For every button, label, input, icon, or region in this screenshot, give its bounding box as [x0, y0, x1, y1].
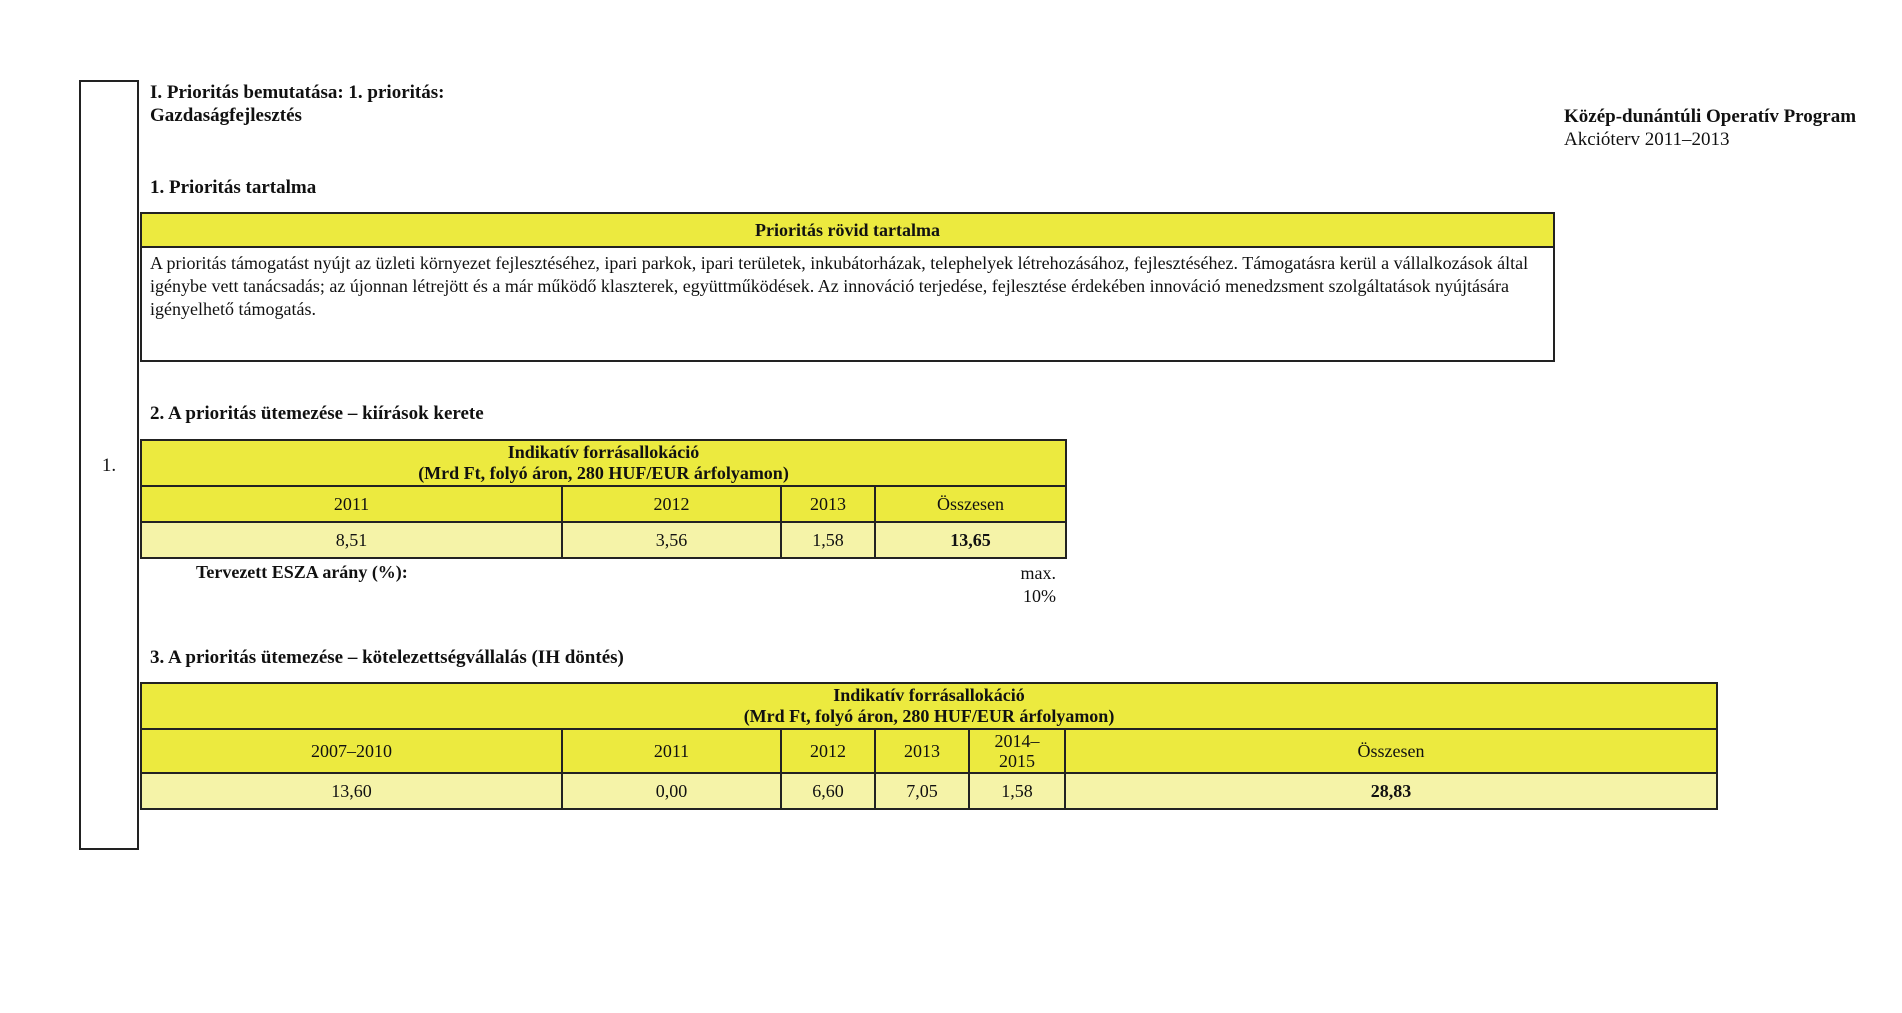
schedule1-value-cell: 3,56 [562, 522, 781, 558]
priority-heading [150, 81, 444, 127]
schedule2-total-cell: 28,83 [1065, 773, 1717, 809]
priority-title: I. Prioritás bemutatása: 1. prioritás: [150, 82, 445, 103]
esza-value-line1: max. [1020, 563, 1056, 583]
program-block [1564, 105, 1856, 151]
schedule2-col-header: 2011 [562, 729, 781, 773]
priority-content-table [140, 212, 1555, 362]
schedule-table-commitments [140, 682, 1718, 810]
schedule2-value-cell: 0,00 [562, 773, 781, 809]
schedule1-total-cell: 13,65 [875, 522, 1066, 558]
schedule1-col-header: Összesen [875, 486, 1066, 522]
section1-title: 1. Prioritás tartalma [150, 177, 317, 198]
schedule2-col-header-line2: 2015 [999, 751, 1035, 771]
program-name: Közép-dunántúli Operatív Program [1564, 106, 1857, 127]
row-number: 1. [101, 455, 117, 476]
schedule2-value-cell: 6,60 [781, 773, 875, 809]
content-table-header: Prioritás rövid tartalma [141, 213, 1554, 247]
schedule2-header-line1: Indikatív forrásallokáció [833, 685, 1025, 705]
section3-title: 3. A prioritás ütemezése – kötelezettségvállalás (IH döntés) [150, 647, 624, 668]
schedule2-value-cell: 1,58 [969, 773, 1065, 809]
schedule1-value-cell: 1,58 [781, 522, 875, 558]
schedule2-col-header: 2012 [781, 729, 875, 773]
schedule1-col-header: 2012 [562, 486, 781, 522]
schedule2-header-line2: (Mrd Ft, folyó áron, 280 HUF/EUR árfolyamon) [743, 706, 1115, 726]
schedule2-col-header: 2013 [875, 729, 969, 773]
schedule2-col-header [969, 729, 1065, 773]
schedule2-col-header-line1: 2014– [994, 731, 1040, 751]
schedule2-value-cell: 7,05 [875, 773, 969, 809]
schedule1-header-line1: Indikatív forrásallokáció [507, 442, 700, 462]
program-plan: Akcióterv 2011–2013 [1564, 129, 1730, 150]
schedule1-header [141, 440, 1066, 486]
schedule2-col-header: 2007–2010 [141, 729, 562, 773]
content-table-text: A prioritás támogatást nyújt az üzleti környezet fejlesztéséhez, ipari parkok, ipari területek, inkubátorházak, telephelyek létrehozásához, fejlesztéséhez. Támogatásra kerül a vállalkozások által igénybe vett tanácsadás; az újonnan létrejött és a már működő klaszterek, együttműködések. Az innováció terjedése, fejlesztése érdekében innováció menedzsment szolgáltatások nyújtására igényelhető támogatás. [141, 247, 1554, 361]
priority-name: Gazdaságfejlesztés [150, 105, 302, 126]
schedule1-col-header: 2013 [781, 486, 875, 522]
esza-value-line2: 10% [1023, 586, 1056, 606]
schedule1-value-cell: 8,51 [141, 522, 562, 558]
schedule2-col-header: Összesen [1065, 729, 1717, 773]
section2-title: 2. A prioritás ütemezése – kiírások kerete [150, 403, 484, 424]
schedule-table-calls [140, 439, 1067, 559]
schedule1-header-line2: (Mrd Ft, folyó áron, 280 HUF/EUR árfolyamon) [418, 463, 789, 483]
schedule1-col-header: 2011 [141, 486, 562, 522]
esza-value [960, 562, 1056, 608]
esza-label: Tervezett ESZA arány (%): [196, 562, 408, 582]
schedule2-value-cell: 13,60 [141, 773, 562, 809]
schedule2-header [141, 683, 1717, 729]
